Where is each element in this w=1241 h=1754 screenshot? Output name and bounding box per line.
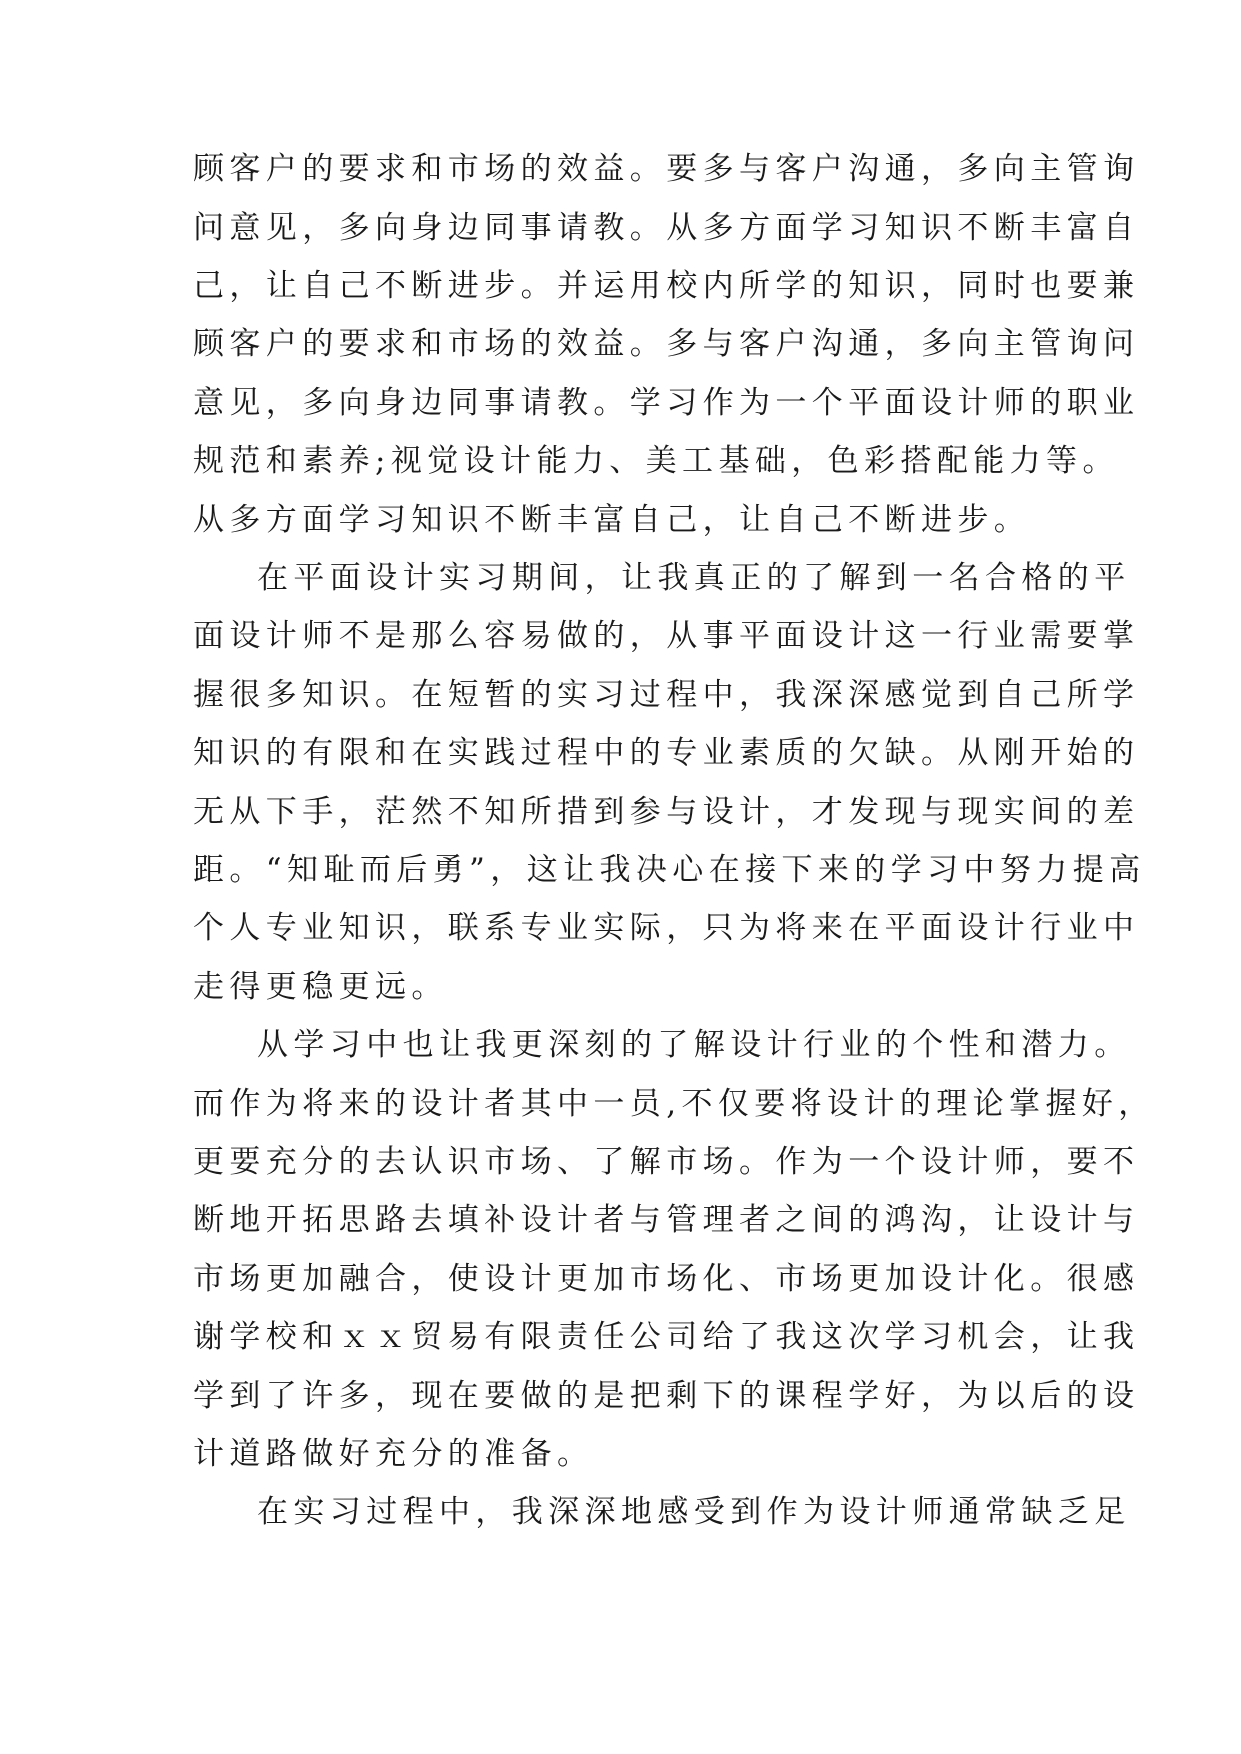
text-line: 意见，多向身边同事请教。学习作为一个平面设计师的职业 (193, 385, 1140, 421)
text-line: 走得更稳更远。 (193, 969, 448, 1005)
text-line: 计道路做好充分的准备。 (193, 1436, 594, 1472)
text-line: 从多方面学习知识不断丰富自己，让自己不断进步。 (193, 502, 1031, 538)
text-line: 而作为将来的设计者其中一员,不仅要将设计的理论掌握好， (193, 1086, 1155, 1122)
paragraph-first-line: 在实习过程中，我深深地感受到作为设计师通常缺乏足 (257, 1494, 1131, 1530)
text-line: 断地开拓思路去填补设计者与管理者之间的鸿沟，让设计与 (193, 1202, 1140, 1238)
text-line: 规范和素养;视觉设计能力、美工基础，色彩搭配能力等。 (193, 443, 1119, 479)
text-line: 问意见，多向身边同事请教。从多方面学习知识不断丰富自 (193, 210, 1140, 246)
text-line: 更要充分的去认识市场、了解市场。作为一个设计师，要不 (193, 1144, 1140, 1180)
text-line: 学到了许多，现在要做的是把剩下的课程学好，为以后的设 (193, 1378, 1140, 1414)
text-line: 距。“知耻而后勇”，这让我决心在接下来的学习中努力提高 (193, 852, 1146, 888)
text-line: 顾客户的要求和市场的效益。多与客户沟通，多向主管询问 (193, 326, 1140, 362)
text-line: 面设计师不是那么容易做的，从事平面设计这一行业需要掌 (193, 618, 1140, 654)
text-line: 知识的有限和在实践过程中的专业素质的欠缺。从刚开始的 (193, 735, 1140, 771)
text-line: 谢学校和ｘｘ贸易有限责任公司给了我这次学习机会，让我 (193, 1319, 1140, 1355)
text-line: 市场更加融合，使设计更加市场化、市场更加设计化。很感 (193, 1261, 1140, 1297)
text-line: 己，让自己不断进步。并运用校内所学的知识，同时也要兼 (193, 268, 1140, 304)
text-line: 顾客户的要求和市场的效益。要多与客户沟通，多向主管询 (193, 151, 1140, 187)
paragraph-first-line: 从学习中也让我更深刻的了解设计行业的个性和潜力。 (257, 1027, 1131, 1063)
text-line: 无从下手，茫然不知所措到参与设计，才发现与现实间的差 (193, 794, 1140, 830)
text-line: 握很多知识。在短暂的实习过程中，我深深感觉到自己所学 (193, 677, 1140, 713)
text-line: 个人专业知识，联系专业实际，只为将来在平面设计行业中 (193, 910, 1140, 946)
paragraph-first-line: 在平面设计实习期间，让我真正的了解到一名合格的平 (257, 560, 1131, 596)
